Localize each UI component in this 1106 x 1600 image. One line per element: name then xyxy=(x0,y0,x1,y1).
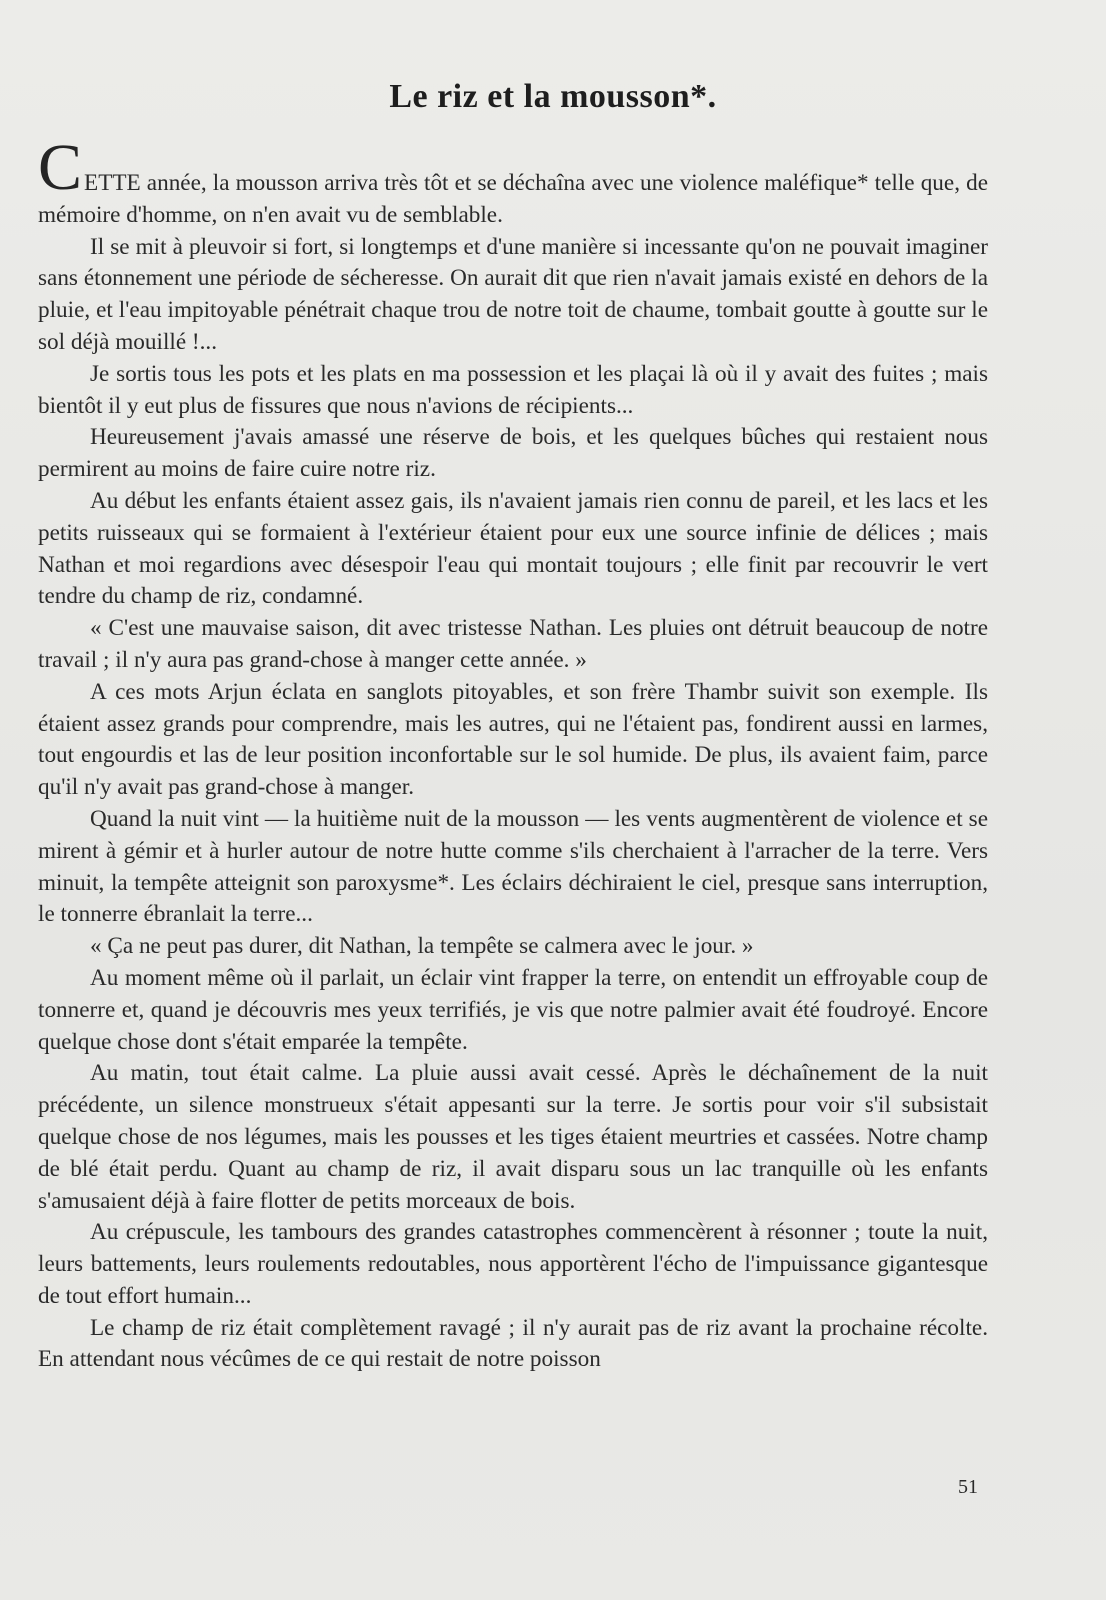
paragraph: « Ça ne peut pas durer, dit Nathan, la tempête se calmera avec le jour. » xyxy=(90,933,754,960)
paragraph-1 xyxy=(38,131,988,232)
paragraph: Je sortis tous les pots et les plats en ma possession et les plaçai là où il y avait des fuites ; mais bientôt il y eut plus de fissures que nous n'avions de récipients... xyxy=(38,360,988,419)
paragraph: Au début les enfants étaient assez gais, ils n'avaient jamais rien connu de pareil, et les lacs et les petits ruisseaux qui se formaient à l'extérieur étaient pour eux une source infinie de délices ; mais Nathan et moi regardions avec désespoir l'eau qui montait toujours ; elle finit par recouvrir le vert tendre du champ de riz, condamné. xyxy=(38,487,988,610)
body-text xyxy=(38,131,988,1376)
drop-cap: C xyxy=(38,131,83,204)
paragraph: « C'est une mauvaise saison, dit avec tristesse Nathan. Les pluies ont détruit beaucoup de notre travail ; il n'y aura pas grand-chose à manger cette année. » xyxy=(38,615,988,673)
paragraph: A ces mots Arjun éclata en sanglots pitoyables, et son frère Thambr suivit son exemple. Ils étaient assez grands pour comprendre, mais les autres, qui ne l'étaient pas, fondirent aussi en larmes, tout engourdis et las de leur position inconfortable sur le sol humide. De plus, ils avaient faim, parce qu'il n'y avait pas grand-chose à manger. xyxy=(38,678,988,801)
paragraph: Le champ de riz était complètement ravagé ; il n'y aurait pas de riz avant la prochaine récolte. En attendant nous vécûmes de ce qui restait de notre poisson xyxy=(38,1314,988,1373)
paragraph: Il se mit à pleuvoir si fort, si longtemps et d'une manière si incessante qu'on ne pouvait imaginer sans étonnement une période de sécheresse. On aurait dit que rien n'avait jamais existé en dehors de la pluie, et l'eau impitoyable pénétrait chaque trou de notre toit de chaume, tombait goutte à goutte sur le sol déjà mouillé !... xyxy=(38,233,988,355)
chapter-title: Le riz et la mousson*. xyxy=(389,78,717,115)
small-caps-word: ETTE xyxy=(84,170,141,196)
paragraph: Heureusement j'avais amassé une réserve de bois, et les quelques bûches qui restaient nous permirent au moins de faire cuire notre riz. xyxy=(38,424,988,483)
paragraph: Au moment même où il parlait, un éclair vint frapper la terre, on entendit un effroyable coup de tonnerre et, quand je découvris mes yeux terrifiés, je vis que notre palmier avait été foudroyé. Encore quelque chose dont s'était emparée la tempête. xyxy=(38,964,988,1055)
paragraph-1-text: année, la mousson arriva très tôt et se déchaîna avec une violence maléfique* telle que, de mémoire d'homme, on n'en avait vu de semblable. xyxy=(38,170,988,228)
paragraph: Au matin, tout était calme. La pluie aussi avait cessé. Après le déchaînement de la nuit précédente, un silence monstrueux s'était appesanti sur la terre. Je sortis pour voir s'il subsistait quelque chose de nos légumes, mais les pousses et les tiges étaient meurtries et cassées. Notre champ de blé était perdu. Quant au champ de riz, il avait disparu sous un lac tranquille où les enfants s'amusaient déjà à faire flotter de petits morceaux de bois. xyxy=(38,1060,988,1214)
paragraph: Au crépuscule, les tambours des grandes catastrophes commencèrent à résonner ; toute la nuit, leurs battements, leurs roulements redoutables, nous apportèrent l'écho de l'impuissance gigantesque de tout effort humain... xyxy=(38,1219,988,1309)
paragraph: Quand la nuit vint — la huitième nuit de la mousson — les vents augmentèrent de violence et se mirent à gémir et à hurler autour de notre hutte comme s'ils cherchaient à l'arracher de la terre. Vers minuit, la tempête atteignit son paroxysme*. Les éclairs déchiraient le ciel, presque sans interruption, le tonnerre ébranlait la terre... xyxy=(38,805,988,928)
page-number: 51 xyxy=(958,1476,978,1498)
